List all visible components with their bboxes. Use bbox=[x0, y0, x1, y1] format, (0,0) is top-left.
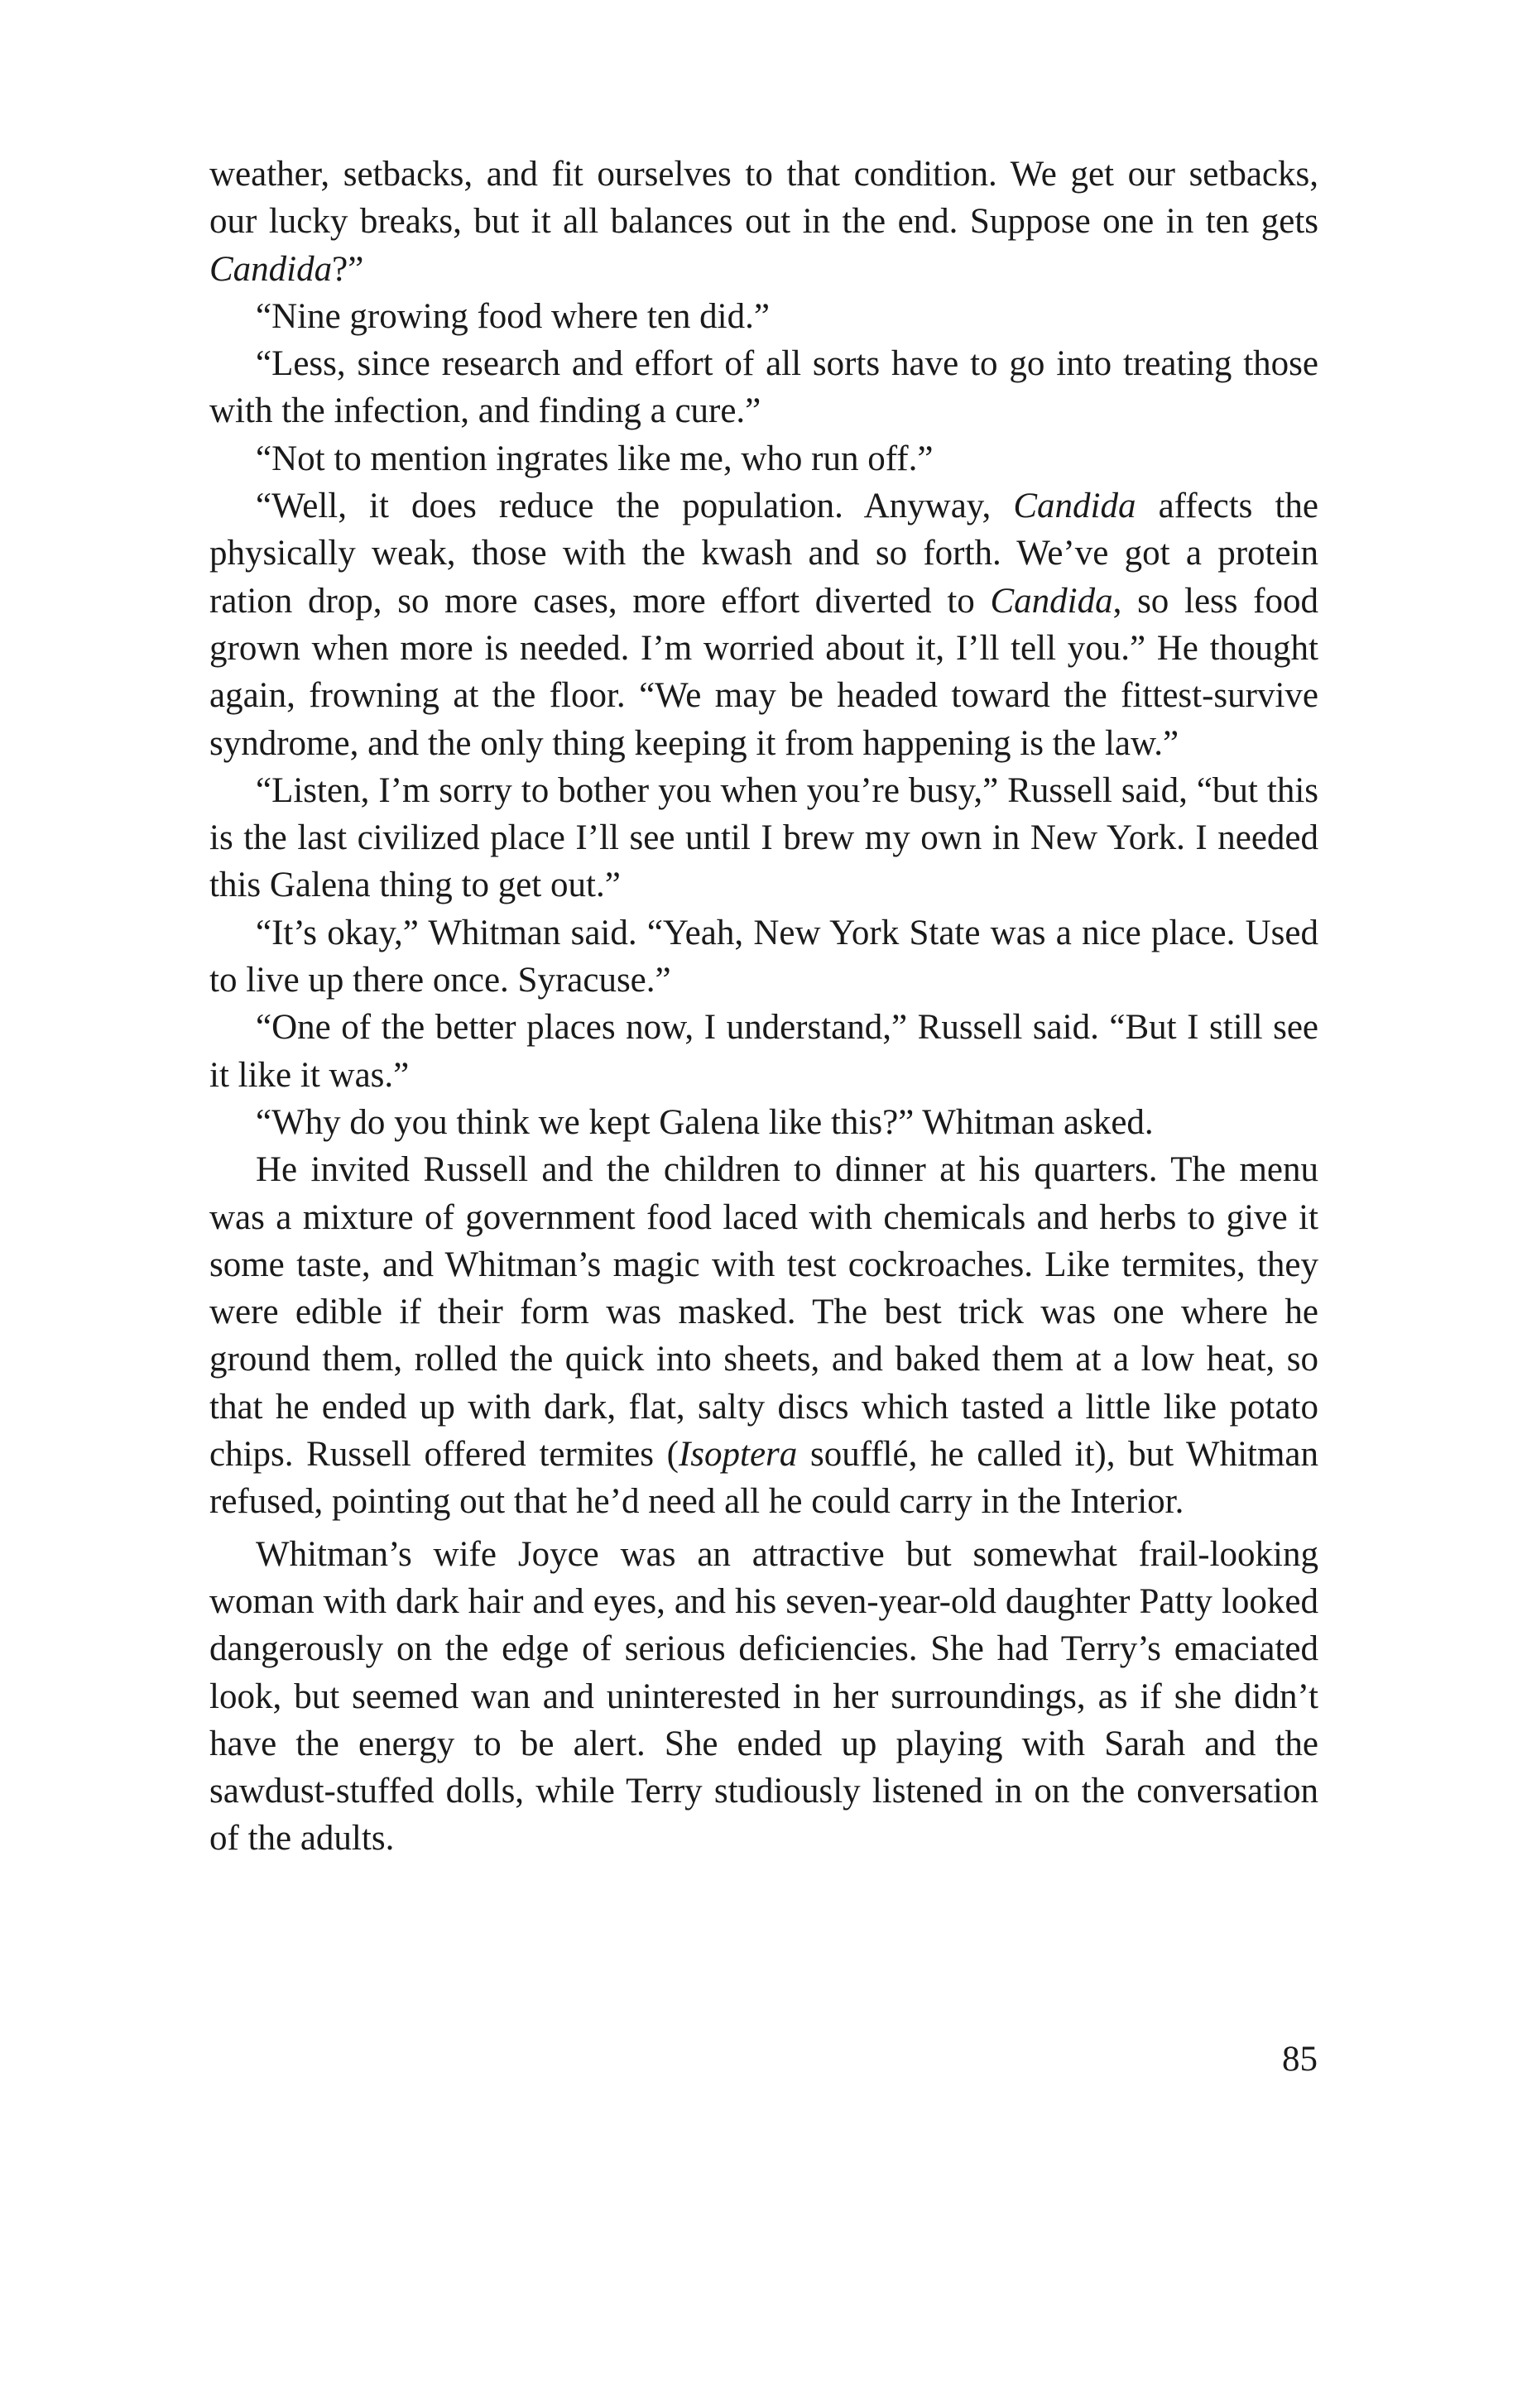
text-run: “Listen, I’m sorry to bother you when you’re busy,” Russell said, “but this is the last civilized place I’ll see until I brew my own in New York. I needed this Galena thing to get out.” bbox=[209, 770, 1318, 905]
paragraph bbox=[209, 909, 1318, 1005]
paragraph bbox=[209, 482, 1318, 767]
paragraph bbox=[209, 340, 1318, 435]
text-run: affects the physically weak, those with the kwash and so forth. We’ve got a protein ration drop, so more cases, more effort diverted to bbox=[209, 487, 1318, 621]
paragraph bbox=[209, 435, 1318, 482]
paragraph bbox=[209, 1531, 1318, 1863]
text-run: , so less food grown when more is needed. I’m worried about it, I’ll tell you.” He thought again, frowning at the floor. “We may be headed toward the fittest-survive syndrome, and the only thing keeping it from happening is the law.” bbox=[209, 581, 1318, 763]
text-run: weather, setbacks, and fit ourselves to that condition. We get our setbacks, our lucky breaks, but it all balances out in the end. Suppose one in ten gets bbox=[209, 155, 1318, 242]
text-run: “It’s okay,” Whitman said. “Yeah, New York State was a nice place. Used to live up there once. Syracuse.” bbox=[209, 913, 1318, 1000]
text-run: “Why do you think we kept Galena like this?” Whitman asked. bbox=[256, 1102, 1154, 1142]
text-run: “Not to mention ingrates like me, who run off.” bbox=[256, 439, 934, 478]
text-run: ?” bbox=[332, 249, 364, 289]
italic-text: Candida bbox=[990, 581, 1113, 621]
text-run: “Less, since research and effort of all sorts have to go into treating those with the infection, and finding a cure.” bbox=[209, 344, 1318, 431]
italic-text: Candida bbox=[209, 249, 333, 289]
italic-text: Candida bbox=[1013, 487, 1136, 526]
text-run: Whitman’s wife Joyce was an attractive but somewhat frail-looking woman with dark hair and eyes, and his seven-year-old daughter Patty looked dangerously on the edge of serious deficiencies. She had Terry’s emaciated look, but seemed wan and uninterested in her surroundings, as if she didn’t have the energy to be alert. She ended up playing with Sarah and the sawdust-stuffed dolls, while Terry studiously listened in on the conversation of the adults. bbox=[209, 1534, 1318, 1859]
paragraph bbox=[209, 1099, 1318, 1146]
paragraph bbox=[209, 1146, 1318, 1525]
paragraph bbox=[209, 293, 1318, 340]
text-run: soufflé, he called it), but Whitman refused, pointing out that he’d need all he could carry in the Interior. bbox=[209, 1435, 1319, 1522]
body-text bbox=[209, 151, 1318, 1863]
text-run: “Well, it does reduce the population. Anyway, bbox=[256, 487, 1014, 526]
text-run: “Nine growing food where ten did.” bbox=[256, 296, 770, 336]
paragraph bbox=[209, 1004, 1318, 1099]
paragraph bbox=[209, 151, 1318, 293]
text-run: He invited Russell and the children to dinner at his quarters. The menu was a mixture of government food laced with chemicals and herbs to give it some taste, and Whitman’s magic with test cockroaches. Like termites, they were edible if their form was masked. The best trick was one where he ground them, rolled the quick into sheets, and baked them at a low heat, so that he ended up with dark, flat, salty discs which tasted a little like potato chips. Russell offered termites ( bbox=[209, 1150, 1318, 1475]
italic-text: Isoptera bbox=[678, 1435, 798, 1475]
page-number: 85 bbox=[1282, 2040, 1318, 2079]
text-run: “One of the better places now, I understand,” Russell said. “But I still see it like it was.” bbox=[209, 1008, 1318, 1095]
paragraph bbox=[209, 767, 1318, 909]
